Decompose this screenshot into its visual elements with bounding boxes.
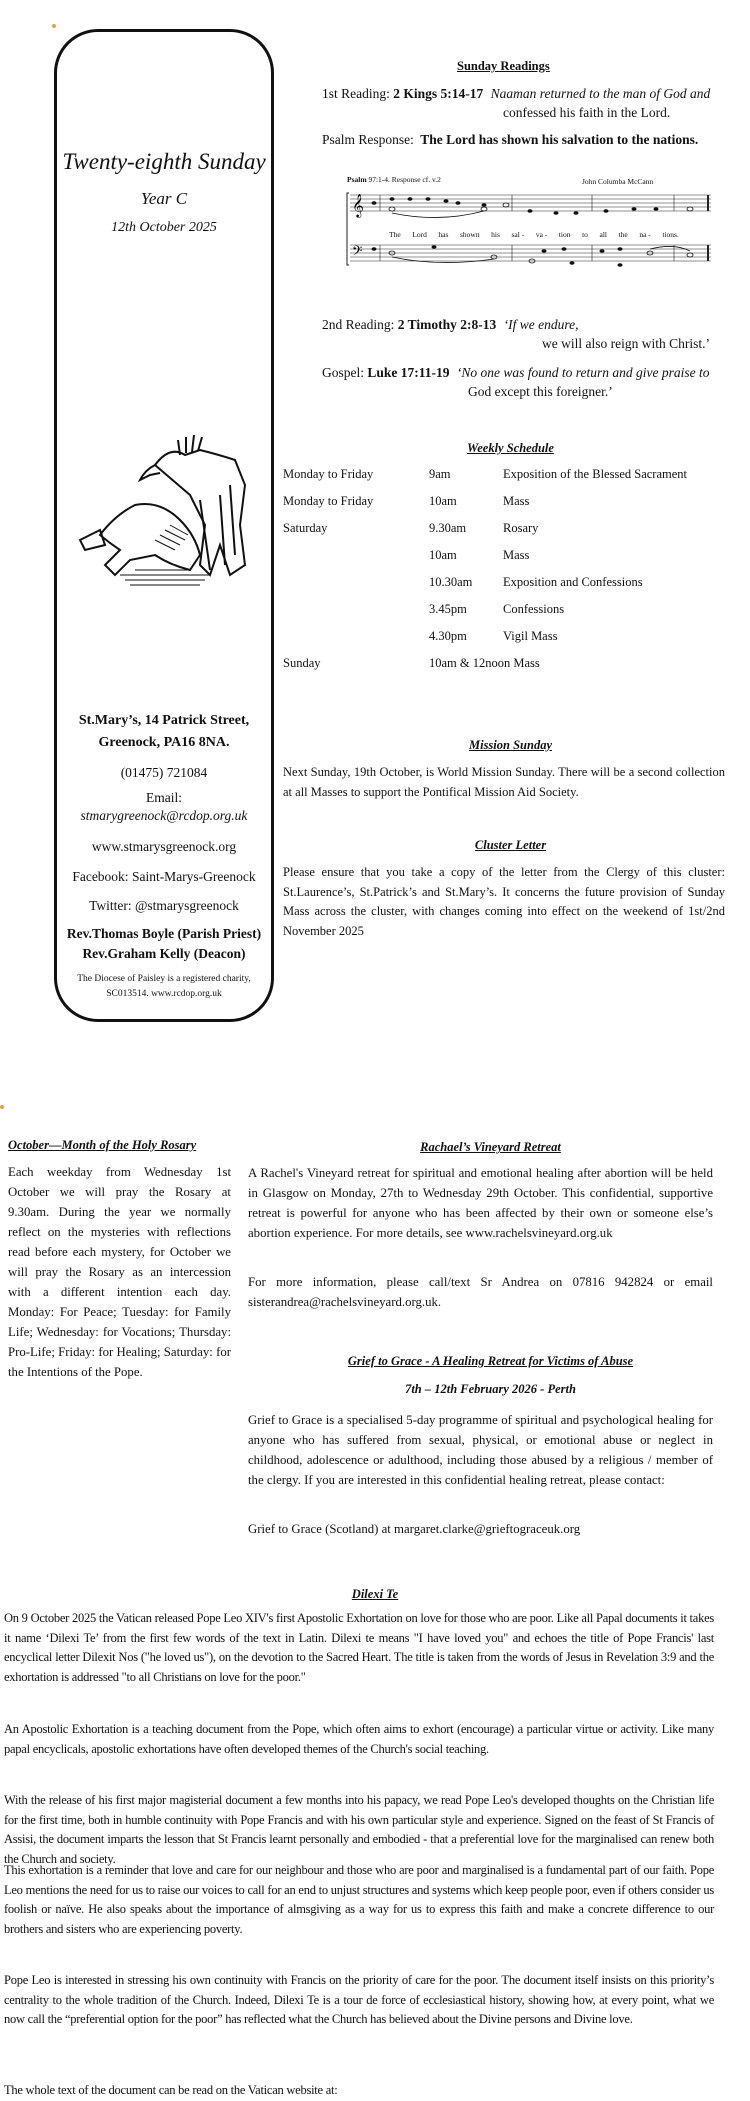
lyric: the: [618, 230, 628, 239]
facebook-link[interactable]: Facebook: Saint-Marys-Greenock: [72, 869, 256, 884]
schedule-heading: Weekly Schedule: [467, 441, 554, 455]
first-reading: [322, 86, 742, 102]
psalm-lyrics: [389, 230, 679, 239]
dilexi-heading: Dilexi Te: [351, 1587, 399, 1601]
rosary-body: Each weekday from Wednesday 1st October we will pray the Rosary at 9.30am. During the year we normally reflect on the mysteries with reflections read before each mystery, for October we will pray the Rosary as an intercession with a different intention each day. Monday: For Peace; Tuesday: for Family Life; Wednesday: for Vocations; Thursday: Pro-Life; Friday: for Healing; Saturday: for the Intentions of the Pope.: [8, 1165, 231, 1379]
dilexi-paragraph: With the release of his first major magisterial document a few months into his papacy, we read Pope Leo's developed thoughts on the Christian life for the first time, both in humble continuity with Pope Francis and with his own particular style and experience. Signed on the feast of St Francis of Assisi, the document imparts the lesson that St Francis learnt personally and embodied - that a preferential love for the marginalised can renew both the Church and society.: [4, 1793, 714, 1866]
schedule-row: [283, 494, 738, 521]
lyric: tions.: [662, 230, 679, 239]
reading-label: Gospel:: [322, 365, 364, 380]
woodcut-kneeling-figure-icon: [60, 425, 270, 590]
reading-quote-cont: God except this foreigner.’: [468, 384, 613, 399]
schedule-day: Monday to Friday: [283, 494, 374, 508]
reading-label: 1st Reading:: [322, 86, 390, 101]
reading-ref: 2 Timothy 2:8-13: [397, 317, 497, 332]
treble-clef-icon: 𝄞: [352, 193, 364, 217]
lyric: shown: [460, 230, 480, 239]
charity-line: SC013514. www.rcdop.org.uk: [106, 989, 222, 999]
rachel-body: A Rachel's Vineyard retreat for spiritual and emotional healing after abortion will be held in Glasgow on Monday, 27th to Wednesday 29th October. This confidential, supportive retreat is powerful for anyone who has been affected by their own or someone else’s abortion experience. For more details, see www.rachelsvineyard.org.uk: [248, 1166, 713, 1240]
clergy-name: Rev.Graham Kelly (Deacon): [82, 946, 246, 961]
bass-clef-icon: 𝄢: [352, 243, 363, 262]
lyric: Lord: [412, 230, 427, 239]
weekly-schedule-table: [283, 467, 738, 683]
dilexi-paragraph: An Apostolic Exhortation is a teaching document from the Pope, which often aims to exhort (encourage) a particular virtue or activity. Like many papal encyclicals, apostolic exhortations have often developed themes of the Church's social teaching.: [4, 1722, 714, 1756]
clergy-name: Rev.Thomas Boyle (Parish Priest): [66, 926, 262, 941]
psalm-reference: [347, 175, 441, 184]
dilexi-paragraph: On 9 October 2025 the Vatican released Pope Leo XIV's first Apostolic Exhortation on love for those who are poor. Like all Papal documents it takes it name ‘Dilexi Te’ from the first few words of the text in Latin. Dilexi te means "I have loved you" and echoes the title of Pope Francis' last encyclical letter Dilexit Nos ("he loved us"), on the devotion to the Sacred Heart. The title is taken from the words of Jesus in Revelation 3:9 and the exhortation is addressed "to all Christians on love for the poor.": [4, 1611, 714, 1684]
second-reading: [322, 317, 742, 333]
schedule-time: 10am: [429, 548, 457, 562]
reading-ref: Luke 17:11-19: [367, 365, 450, 380]
schedule-row: [283, 656, 738, 683]
schedule-event: Confessions: [503, 602, 565, 616]
psalm-ref-label: Psalm: [347, 175, 367, 184]
charity-notice: [54, 972, 274, 1002]
schedule-event: Mass: [503, 494, 530, 508]
reading-quote-cont: confessed his faith in the Lord.: [503, 105, 671, 120]
liturgical-year: Year C: [140, 189, 188, 208]
schedule-row: [283, 521, 738, 548]
schedule-row: [283, 548, 738, 575]
psalm-ref-text: 97:1-4. Response cf. v.2: [368, 175, 441, 184]
lyric: tion: [558, 230, 571, 239]
schedule-day: [283, 602, 429, 629]
schedule-event: Mass: [503, 548, 530, 562]
lyric: sal -: [511, 230, 525, 239]
parish-address: [54, 710, 274, 754]
grief-contact: Grief to Grace (Scotland) at margaret.clarke@grieftograceuk.org: [248, 1522, 581, 1536]
schedule-day: [283, 575, 429, 602]
schedule-time: 10am: [429, 494, 457, 508]
schedule-time: 3.45pm: [429, 602, 467, 616]
schedule-day: Sunday: [283, 656, 321, 670]
psalm-response: [322, 132, 742, 148]
schedule-time: 4.30pm: [429, 629, 467, 643]
lyric: his: [491, 230, 500, 239]
schedule-time: 10.30am: [429, 575, 473, 589]
psalm-text: The Lord has shown his salvation to the nations.: [420, 132, 699, 147]
parish-phone[interactable]: (01475) 721084: [120, 765, 208, 780]
parish-email-link[interactable]: stmarygreenock@rcdop.org.uk: [80, 808, 248, 823]
grief-body: Grief to Grace is a specialised 5-day programme of spiritual and psychological healing for anyone who has suffered from sexual, physical, or emotional abuse or neglect in childhood, adolescence or adulthood, including those abused by a religious / member of the clergy. If you are interested in this confidential healing retreat, please contact:: [248, 1413, 713, 1487]
composer: John Columba McCann: [582, 177, 654, 186]
reading-quote: Naaman returned to the man of God and: [490, 86, 711, 101]
schedule-time: 10am & 12noon Mass: [429, 656, 540, 670]
dilexi-paragraph: The whole text of the document can be read on the Vatican website at:: [4, 2083, 338, 2097]
scan-speck: [0, 1105, 4, 1109]
cluster-body: Please ensure that you take a copy of the letter from the Clergy of this cluster: St.Laurence’s, St.Patrick’s and St.Mary’s. It concerns the future provision of Sunday Mass across the cluster, with changes coming into effect on the weekend of 1st/2nd November 2025: [283, 865, 725, 938]
rachel-heading: Rachael’s Vineyard Retreat: [420, 1140, 561, 1154]
reading-label: Psalm Response:: [322, 132, 414, 147]
address-line: St.Mary’s, 14 Patrick Street,: [78, 713, 250, 728]
psalm-music-score: [344, 173, 724, 288]
bulletin-date: 12th October 2025: [111, 220, 217, 235]
charity-line: The Diocese of Paisley is a registered charity,: [77, 974, 251, 984]
schedule-event: Vigil Mass: [503, 629, 558, 643]
reading-quote-cont: we will also reign with Christ.’: [542, 336, 710, 351]
sunday-title: Twenty-eighth Sunday: [62, 149, 266, 174]
dilexi-paragraph: This exhortation is a reminder that love and care for our neighbour and those who are poor and marginalised is a fundamental part of our faith. Pope Leo mentions the need for us to raise our voices to call for an end to unjust structures and systems which keep people poor, even if others consider us foolish or naïve. He also speaks about the importance of almsgiving as a way for us to express this faith and make a concrete difference to our brothers and sisters who are experiencing poverty.: [4, 1863, 714, 1936]
schedule-day: [283, 548, 429, 575]
schedule-day: [283, 629, 429, 656]
schedule-time: 9am: [429, 467, 451, 481]
dilexi-paragraph: Pope Leo is interested in stressing his own continuity with Francis on the priority of care for the poor. The document itself insists on this priority’s centrality to the whole tradition of the Church. Indeed, Dilexi Te is a tour de force of ecclesiastical history, showing how, at every point, what we now call the “preferential option for the poor” has reflected what the Church has believed about the Divine persons and Divine love.: [4, 1973, 714, 2026]
schedule-time: 9.30am: [429, 521, 467, 535]
grief-dates: 7th – 12th February 2026 - Perth: [405, 1382, 576, 1396]
schedule-day: Saturday: [283, 521, 328, 535]
schedule-event: Exposition of the Blessed Sacrament: [503, 467, 687, 481]
lyric: all: [599, 230, 608, 239]
mission-body: Next Sunday, 19th October, is World Mission Sunday. There will be a second collection at all Masses to support the Pontifical Mission Aid Society.: [283, 765, 725, 799]
email-label: Email:: [146, 790, 182, 805]
schedule-row: [283, 467, 738, 494]
rachel-contact: For more information, please call/text Sr Andrea on 07816 942824 or email sisterandrea@rachelsvineyard.org.uk.: [248, 1275, 713, 1309]
schedule-event: Rosary: [503, 521, 539, 535]
lyric: to: [582, 230, 588, 239]
clergy-list: [54, 924, 274, 964]
rosary-heading: October—Month of the Holy Rosary: [8, 1138, 197, 1152]
lyric: na -: [639, 230, 651, 239]
parish-website-link[interactable]: www.stmarysgreenock.org: [91, 839, 237, 854]
schedule-row: [283, 602, 738, 629]
schedule-row: [283, 575, 738, 602]
reading-quote: ‘No one was found to return and give praise to: [456, 365, 710, 380]
cluster-heading: Cluster Letter: [474, 838, 547, 852]
lyric: has: [438, 230, 449, 239]
lyric: The: [389, 230, 401, 239]
mission-heading: Mission Sunday: [468, 738, 553, 752]
gospel-reading: [322, 365, 742, 381]
reading-ref: 2 Kings 5:14-17: [393, 86, 484, 101]
reading-label: 2nd Reading:: [322, 317, 395, 332]
schedule-day: Monday to Friday: [283, 467, 374, 481]
twitter-link[interactable]: Twitter: @stmarysgreenock: [89, 898, 239, 913]
lyric: va -: [535, 230, 548, 239]
schedule-row: [283, 629, 738, 656]
readings-heading: Sunday Readings: [457, 59, 550, 73]
scan-speck: [52, 24, 56, 28]
reading-quote: ‘If we endure,: [503, 317, 579, 332]
address-line: Greenock, PA16 8NA.: [98, 735, 230, 750]
schedule-event: Exposition and Confessions: [503, 575, 643, 589]
grief-heading: Grief to Grace - A Healing Retreat for Victims of Abuse: [347, 1354, 634, 1368]
